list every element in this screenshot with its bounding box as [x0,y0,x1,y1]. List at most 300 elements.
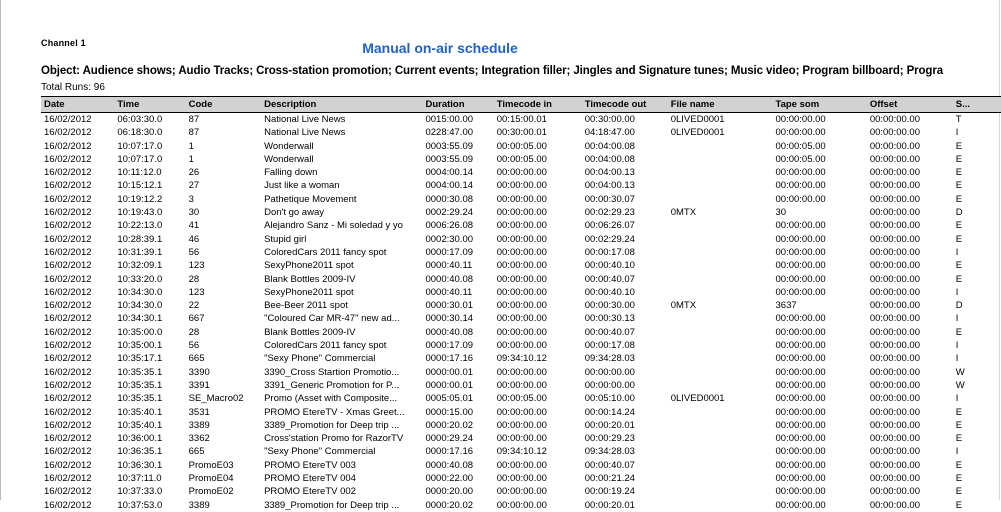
cell-tape-som: 00:00:00.00 [775,313,826,325]
cell-duration: 0000:30.08 [425,193,474,205]
cell-time: 10:35:35.1 [117,366,163,378]
cell-tape-som: 3637 [775,300,797,312]
cell-tape-som: 00:00:00.00 [775,273,826,285]
cell-timecode-in: 00:00:00.00 [496,326,547,338]
cell-file-name [668,352,773,365]
cell-duration: 0003:55.09 [425,153,474,165]
cell-timecode-in: 00:00:00.00 [496,167,547,179]
cell-timecode-in: 00:30:00.01 [496,127,547,139]
cell-duration: 0000:20.02 [425,499,474,511]
schedule-table [41,96,1001,512]
cell-offset: 00:00:00.00 [869,153,920,165]
cell-time: 10:35:00.0 [117,326,163,338]
cell-file-name: 0LIVED0001 [670,127,725,139]
cell-description: Don't go away [264,207,324,219]
cell-time: 10:07:17.0 [117,153,163,165]
cell-code: 3389 [188,499,210,511]
cell-tape-som: 00:00:00.00 [775,127,826,139]
cell-timecode-out: 00:04:00.13 [584,167,635,179]
cell-timecode-in: 00:00:05.00 [496,393,547,405]
cell-timecode-in: 00:00:00.00 [496,193,547,205]
cell-code: 667 [188,313,205,325]
cell-duration: 0002:29.24 [425,207,474,219]
cell-description: Bee-Beer 2011 spot [264,300,348,312]
cell-file-name [668,472,773,485]
cell-time: 10:35:40.1 [117,406,163,418]
cell-date: 16/02/2012 [44,326,92,338]
cell-date: 16/02/2012 [44,207,92,219]
table-row[interactable] [41,379,1001,392]
cell-timecode-out: 09:34:28.03 [584,353,635,365]
cell-description: National Live News [264,127,346,139]
cell-date: 16/02/2012 [44,114,92,125]
table-row[interactable] [41,312,1001,325]
cell-file-name [668,312,773,325]
cell-description: Wonderwall [264,140,314,152]
cell-time: 10:11:12.0 [117,167,162,179]
cell-timecode-out: 00:00:29.23 [584,433,635,445]
table-row[interactable] [41,179,1001,192]
cell-status: E [955,433,963,445]
table-row[interactable] [41,392,1001,405]
cell-time: 10:15:12.1 [117,180,163,192]
cell-offset: 00:00:00.00 [869,260,920,272]
cell-file-name [668,406,773,419]
cell-description: SexyPhone2011 spot [264,260,354,272]
cell-offset: 00:00:00.00 [869,207,920,219]
cell-date: 16/02/2012 [44,459,92,471]
table-row[interactable] [41,140,1001,153]
cell-tape-som: 00:00:00.00 [775,353,826,365]
cell-offset: 00:00:00.00 [869,353,920,365]
cell-timecode-in: 00:00:00.00 [496,340,547,352]
cell-file-name [668,259,773,272]
cell-code: 30 [188,207,200,219]
cell-offset: 00:00:00.00 [869,393,920,405]
cell-status: E [955,220,963,232]
cell-status: I [955,313,959,325]
cell-time: 06:03:30.0 [117,114,163,125]
table-row[interactable] [41,219,1001,232]
cell-timecode-in: 00:00:00.00 [496,313,547,325]
cell-offset: 00:00:00.00 [869,300,920,312]
cell-timecode-out: 00:00:30.07 [584,193,635,205]
cell-status: E [955,153,963,165]
cell-timecode-out: 00:04:00.08 [584,153,635,165]
cell-date: 16/02/2012 [44,167,92,179]
cell-duration: 0000:17.09 [425,246,474,258]
cell-timecode-in: 00:00:00.00 [496,486,547,498]
cell-status: E [955,167,963,179]
cell-duration: 0002:30.00 [425,233,474,245]
table-row[interactable] [41,326,1001,339]
cell-status: E [955,486,963,498]
cell-offset: 00:00:00.00 [869,127,920,139]
cell-offset: 00:00:00.00 [869,233,920,245]
cell-timecode-in: 09:34:10.12 [496,353,547,365]
column-header-time[interactable]: Time [114,97,185,113]
cell-code: PromoE03 [188,459,234,471]
table-row[interactable] [41,206,1001,219]
cell-status: W [955,379,965,391]
cell-file-name [668,339,773,352]
cell-duration: 0000:17.09 [425,340,474,352]
cell-timecode-out: 00:00:17.08 [584,340,635,352]
cell-date: 16/02/2012 [44,406,92,418]
cell-description: ColoredCars 2011 fancy spot [264,246,387,258]
table-row[interactable] [41,432,1001,445]
cell-tape-som: 00:00:00.00 [775,379,826,391]
cell-status: E [955,419,963,431]
cell-timecode-in: 00:15:00.01 [496,114,547,125]
cell-file-name [668,273,773,286]
cell-description: Just like a woman [264,180,340,192]
table-header [41,97,1001,113]
column-header-file-name[interactable]: File name [668,97,773,113]
cell-description: Stupid girl [264,233,307,245]
cell-offset: 00:00:00.00 [869,446,920,458]
cell-offset: 00:00:00.00 [869,246,920,258]
column-header-description[interactable]: Description [261,97,422,113]
column-header-offset[interactable]: Offset [867,97,953,113]
cell-time: 10:31:39.1 [117,246,163,258]
column-header-tape-som[interactable]: Tape som [773,97,867,113]
cell-offset: 00:00:00.00 [869,326,920,338]
cell-time: 10:37:33.0 [117,486,163,498]
cell-offset: 00:00:00.00 [869,273,920,285]
cell-offset: 00:00:00.00 [869,286,920,298]
cell-status: E [955,326,963,338]
column-header-timecode-out[interactable]: Timecode out [582,97,668,113]
cell-status: I [955,446,959,458]
cell-timecode-out: 00:00:40.07 [584,326,635,338]
table-row[interactable] [41,445,1001,458]
cell-date: 16/02/2012 [44,353,92,365]
cell-status: E [955,140,963,152]
cell-tape-som: 00:00:00.00 [775,473,826,485]
cell-timecode-out: 00:00:17.08 [584,246,635,258]
cell-offset: 00:00:00.00 [869,193,920,205]
cell-tape-som: 00:00:00.00 [775,486,826,498]
cell-file-name [668,179,773,192]
cell-date: 16/02/2012 [44,220,92,232]
cell-time: 10:37:11.0 [117,473,162,485]
cell-duration: 0000:15.00 [425,406,474,418]
cell-status: E [955,260,963,272]
cell-offset: 00:00:00.00 [869,499,920,511]
table-header-row [41,97,1001,113]
table-row[interactable] [41,233,1001,246]
cell-description: Falling down [264,167,318,179]
cell-duration: 0228:47.00 [425,127,474,139]
table-row[interactable] [41,406,1001,419]
cell-timecode-in: 00:00:05.00 [496,140,547,152]
cell-code: 27 [188,180,200,192]
table-row[interactable] [41,259,1001,272]
cell-description: SexyPhone2011 spot [264,286,354,298]
cell-tape-som: 00:00:00.00 [775,233,826,245]
cell-time: 10:34:30.1 [117,313,163,325]
cell-time: 10:28:39.1 [117,233,163,245]
cell-code: 41 [188,220,200,232]
cell-code: 26 [188,167,200,179]
cell-status: E [955,459,963,471]
cell-duration: 0015:00.00 [425,114,474,125]
cell-timecode-out: 00:00:40.07 [584,273,635,285]
cell-timecode-in: 00:00:00.00 [496,459,547,471]
cell-code: PromoE04 [188,473,234,485]
cell-timecode-in: 00:00:00.00 [496,379,547,391]
cell-description: Wonderwall [264,153,314,165]
cell-file-name [668,326,773,339]
cell-tape-som: 00:00:00.00 [775,433,826,445]
column-header-code[interactable]: Code [186,97,261,113]
cell-status: I [955,393,959,405]
cell-duration: 0000:40.11 [425,260,473,272]
cell-file-name [668,419,773,432]
cell-status: I [955,340,959,352]
cell-timecode-out: 00:00:00.00 [584,366,635,378]
table-row[interactable] [41,166,1001,179]
cell-file-name: 0LIVED0001 [670,114,725,125]
cell-status: E [955,233,963,245]
cell-timecode-in: 00:00:00.00 [496,419,547,431]
cell-duration: 0000:40.08 [425,326,474,338]
cell-timecode-out: 04:18:47.00 [584,127,635,139]
cell-tape-som: 00:00:00.00 [775,180,826,192]
cell-timecode-out: 09:34:28.03 [584,446,635,458]
cell-duration: 0000:30.14 [425,313,474,325]
cell-file-name [668,246,773,259]
cell-code: SE_Macro02 [188,393,244,405]
cell-time: 10:37:53.0 [117,499,163,511]
cell-timecode-out: 00:00:14.24 [584,406,635,418]
cell-timecode-out: 00:02:29.23 [584,207,635,219]
cell-file-name [668,219,773,232]
cell-time: 10:35:40.1 [117,419,163,431]
cell-timecode-in: 00:00:00.00 [496,220,547,232]
cell-tape-som: 00:00:00.00 [775,114,826,125]
cell-offset: 00:00:00.00 [869,366,920,378]
cell-timecode-out: 00:30:00.00 [584,114,635,125]
cell-code: 3531 [188,406,210,418]
column-header-timecode-in[interactable]: Timecode in [494,97,582,113]
table-row[interactable] [41,113,1001,127]
cell-duration: 0000:30.01 [425,300,474,312]
cell-code: 123 [188,286,205,298]
cell-description: Blank Bottles 2009-IV [264,273,356,285]
cell-timecode-in: 00:00:00.00 [496,286,547,298]
cell-code: 56 [188,246,200,258]
table-row[interactable] [41,419,1001,432]
cell-tape-som: 00:00:00.00 [775,459,826,471]
cell-code: 46 [188,233,200,245]
cell-description: PROMO EtereTV 002 [264,486,356,498]
cell-offset: 00:00:00.00 [869,167,920,179]
cell-timecode-in: 00:00:00.00 [496,433,547,445]
cell-timecode-in: 00:00:00.00 [496,273,547,285]
table-row[interactable] [41,273,1001,286]
cell-offset: 00:00:00.00 [869,220,920,232]
cell-tape-som: 00:00:00.00 [775,167,826,179]
cell-timecode-in: 00:00:00.00 [496,246,547,258]
cell-tape-som: 00:00:05.00 [775,153,826,165]
cell-timecode-out: 00:04:00.13 [584,180,635,192]
column-header-duration[interactable]: Duration [422,97,493,113]
cell-timecode-in: 00:00:00.00 [496,233,547,245]
table-row[interactable] [41,286,1001,299]
cell-status: E [955,273,963,285]
cell-code: PromoE02 [188,486,234,498]
cell-date: 16/02/2012 [44,153,92,165]
cell-status: I [955,353,959,365]
cell-date: 16/02/2012 [44,366,92,378]
cell-status: T [955,114,962,125]
cell-duration: 0000:40.11 [425,286,473,298]
cell-date: 16/02/2012 [44,499,92,511]
cell-timecode-out: 00:00:00.00 [584,379,635,391]
cell-tape-som: 30 [775,207,787,219]
cell-timecode-out: 00:00:30.13 [584,313,635,325]
cell-code: 1 [188,153,194,165]
cell-timecode-out: 00:04:00.08 [584,140,635,152]
cell-description: Alejandro Sanz - Mi soledad y yo [264,220,403,232]
cell-code: 1 [188,140,194,152]
cell-time: 10:07:17.0 [117,140,163,152]
cell-timecode-out: 00:02:29.24 [584,233,635,245]
cell-duration: 0000:29.24 [425,433,474,445]
table-row[interactable] [41,472,1001,485]
cell-description: National Live News [264,114,346,125]
table-row[interactable] [41,299,1001,312]
table-row[interactable] [41,339,1001,352]
cell-description: "Sexy Phone" Commercial [264,353,376,365]
cell-file-name [668,379,773,392]
cell-file-name: 0MTX [670,207,697,219]
cell-code: 665 [188,353,205,365]
table-row[interactable] [41,246,1001,259]
cell-date: 16/02/2012 [44,313,92,325]
cell-tape-som: 00:00:00.00 [775,220,826,232]
cell-offset: 00:00:00.00 [869,313,920,325]
cell-code: 3362 [188,433,210,445]
table-row[interactable] [41,499,1001,512]
cell-description: Pathetique Movement [264,193,357,205]
cell-offset: 00:00:00.00 [869,433,920,445]
table-row[interactable] [41,126,1001,139]
cell-code: 28 [188,326,200,338]
cell-file-name: 0LIVED0001 [670,393,725,405]
cell-offset: 00:00:00.00 [869,140,920,152]
cell-tape-som: 00:00:00.00 [775,193,826,205]
cell-status: E [955,193,963,205]
cell-tape-som: 00:00:00.00 [775,393,826,405]
cell-code: 28 [188,273,200,285]
cell-status: D [955,300,963,312]
cell-date: 16/02/2012 [44,233,92,245]
cell-description: PROMO EtereTV - Xmas Greet... [264,406,405,418]
cell-time: 10:33:20.0 [117,273,163,285]
cell-file-name [668,286,773,299]
cell-timecode-in: 00:00:00.00 [496,207,547,219]
cell-duration: 0004:00.14 [425,180,474,192]
cell-time: 10:35:00.1 [117,340,163,352]
cell-offset: 00:00:00.00 [869,180,920,192]
cell-file-name: 0MTX [670,300,697,312]
cell-description: 3390_Cross Startion Promotio... [264,366,400,378]
cell-date: 16/02/2012 [44,260,92,272]
cell-time: 06:18:30.0 [117,127,163,139]
cell-file-name [668,499,773,512]
cell-offset: 00:00:00.00 [869,114,920,125]
cell-tape-som: 00:00:00.00 [775,419,826,431]
cell-timecode-in: 00:00:00.00 [496,473,547,485]
cell-time: 10:35:17.1 [117,353,163,365]
cell-timecode-out: 00:00:40.10 [584,286,635,298]
cell-date: 16/02/2012 [44,446,92,458]
cell-duration: 0000:40.08 [425,459,474,471]
cell-date: 16/02/2012 [44,419,92,431]
cell-offset: 00:00:00.00 [869,379,920,391]
cell-tape-som: 00:00:00.00 [775,366,826,378]
table-row[interactable] [41,352,1001,365]
total-runs-label: Total Runs: 96 [41,82,105,93]
cell-file-name [668,193,773,206]
cell-description: Cross'station Promo for RazorTV [264,433,404,445]
cell-duration: 0000:40.08 [425,273,474,285]
cell-description: PROMO EtereTV 004 [264,473,356,485]
cell-date: 16/02/2012 [44,193,92,205]
cell-file-name [668,432,773,445]
object-filter-line: Object: Audience shows; Audio Tracks; Cross-station promotion; Current events; Integration filler; Jingles and Signature tunes; Music video; Program billboard; Progra [41,65,944,77]
cell-code: 87 [188,114,200,125]
cell-timecode-in: 00:00:00.00 [496,180,547,192]
cell-timecode-out: 00:00:21.24 [584,473,635,485]
cell-time: 10:34:30.0 [117,286,163,298]
cell-duration: 0004:00.14 [425,167,474,179]
cell-status: E [955,499,963,511]
table-row[interactable] [41,485,1001,498]
cell-offset: 00:00:00.00 [869,340,920,352]
cell-tape-som: 00:00:00.00 [775,260,826,272]
cell-tape-som: 00:00:00.00 [775,499,826,511]
cell-timecode-in: 00:00:00.00 [496,406,547,418]
table-row[interactable] [41,153,1001,166]
table-body [41,113,1001,512]
table-row[interactable] [41,193,1001,206]
cell-offset: 00:00:00.00 [869,459,920,471]
cell-date: 16/02/2012 [44,393,92,405]
cell-status: I [955,246,959,258]
cell-time: 10:35:35.1 [117,393,163,405]
cell-file-name [668,366,773,379]
cell-time: 10:19:43.0 [117,207,163,219]
table-row[interactable] [41,459,1001,472]
cell-time: 10:22:13.0 [117,220,163,232]
cell-file-name [668,485,773,498]
cell-offset: 00:00:00.00 [869,473,920,485]
cell-tape-som: 00:00:00.00 [775,406,826,418]
cell-description: "Coloured Car MR-47" new ad... [264,313,400,325]
cell-date: 16/02/2012 [44,273,92,285]
column-header-date[interactable]: Date [41,97,114,113]
cell-offset: 00:00:00.00 [869,486,920,498]
table-row[interactable] [41,366,1001,379]
cell-code: 56 [188,340,200,352]
cell-offset: 00:00:00.00 [869,419,920,431]
column-header-status[interactable]: S... [953,97,1001,113]
cell-description: PROMO EtereTV 003 [264,459,356,471]
